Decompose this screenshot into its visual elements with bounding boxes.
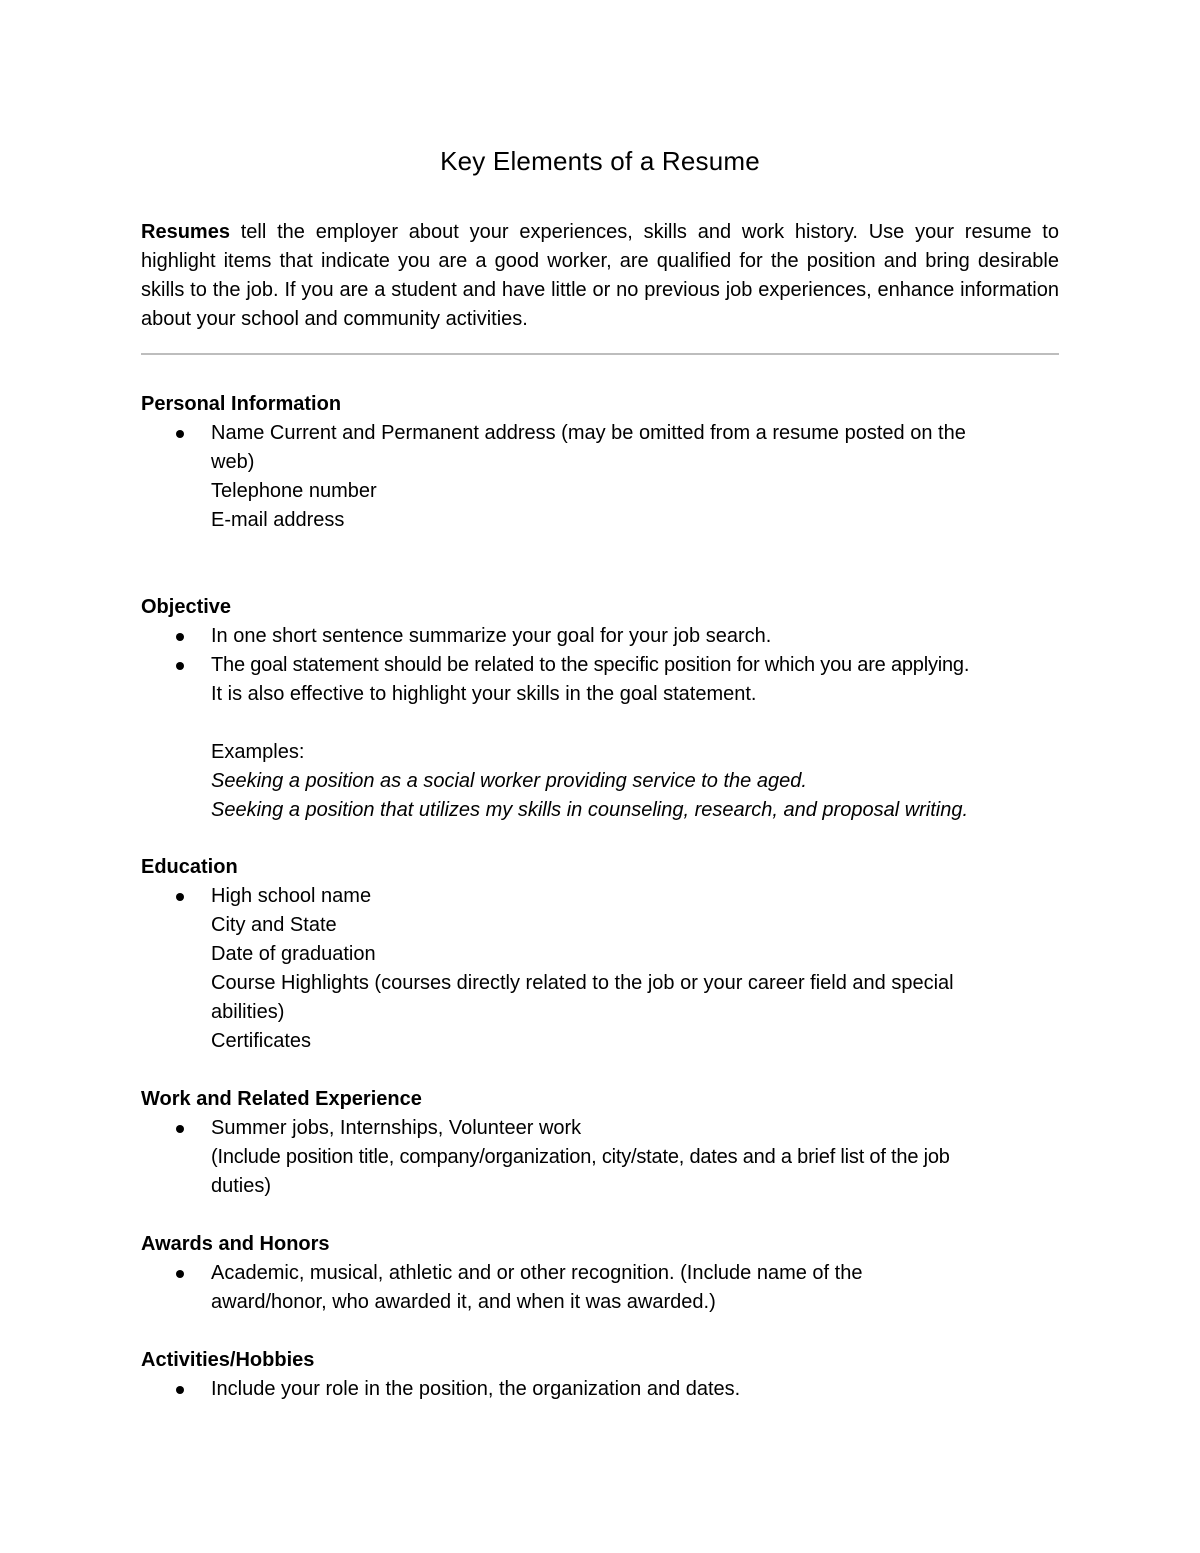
list-item-text: Course Highlights (courses directly related to the job or your career field and special [211, 972, 954, 994]
section-heading: Objective [141, 596, 232, 618]
section-heading: Education [141, 856, 238, 878]
examples-label: Examples: [211, 741, 305, 763]
section-awards-honors [141, 1230, 1059, 1317]
list-item-text: Summer jobs, Internships, Volunteer work [211, 1117, 582, 1139]
bullet-icon [176, 662, 184, 670]
example-text: Seeking a position as a social worker providing service to the aged. [211, 770, 807, 792]
bullet-icon [176, 893, 184, 901]
section-personal-information [141, 390, 1059, 535]
section-heading: Personal Information [141, 393, 342, 415]
list-item-text: It is also effective to highlight your skills in the goal statement. [211, 683, 757, 705]
list-item-text: Date of graduation [211, 943, 376, 965]
horizontal-divider [141, 353, 1059, 355]
list-item-text: Name Current and Permanent address (may be omitted from a resume posted on the [211, 422, 966, 444]
intro-bold-lead: Resumes [141, 221, 230, 243]
section-heading: Activities/Hobbies [141, 1349, 315, 1371]
list-item-text: Academic, musical, athletic and or other recognition. (Include name of the [211, 1262, 863, 1284]
bullet-icon [176, 1386, 184, 1394]
bullet-icon [176, 1270, 184, 1278]
list-item-text: (Include position title, company/organization, city/state, dates and a brief list of the job [211, 1146, 950, 1168]
list-item-text: Telephone number [211, 480, 377, 502]
intro-text: tell the employer about your experiences, skills and work history. Use your resume to highlight items that indicate you are a good worker, are qualified for the position and bring desirable skills to the job. If you are a student and have little or no previous job experiences, enhance information about your school and community activities. [141, 221, 1059, 330]
example-text: Seeking a position that utilizes my skills in counseling, research, and proposal writing. [211, 799, 969, 821]
section-work-experience [141, 1085, 1059, 1201]
list-item-text: City and State [211, 914, 337, 936]
list-item-text: High school name [211, 885, 372, 907]
bullet-icon [176, 1125, 184, 1133]
bullet-icon [176, 430, 184, 438]
list-item-text: web) [211, 451, 255, 473]
list-item [141, 1375, 1059, 1404]
bullet-icon [176, 633, 184, 641]
document-title: Key Elements of a Resume [440, 146, 760, 176]
list-item [141, 651, 1059, 825]
list-item-text: duties) [211, 1175, 272, 1197]
list-item-text: Include your role in the position, the organization and dates. [211, 1378, 741, 1400]
intro-paragraph [141, 218, 1059, 334]
list-item [141, 1114, 1059, 1201]
section-objective [141, 593, 1059, 825]
list-item [141, 419, 1059, 535]
list-item [141, 882, 1059, 1056]
section-heading: Awards and Honors [141, 1233, 330, 1255]
list-item-text: abilities) [211, 1001, 285, 1023]
list-item-text: The goal statement should be related to the specific position for which you are applying. [211, 654, 970, 676]
list-item-text: award/honor, who awarded it, and when it was awarded.) [211, 1291, 716, 1313]
section-activities-hobbies [141, 1346, 1059, 1404]
list-item-text: E-mail address [211, 509, 345, 531]
list-item [141, 1259, 1059, 1317]
list-item-text: In one short sentence summarize your goal for your job search. [211, 625, 772, 647]
section-education [141, 853, 1059, 1056]
list-item-text: Certificates [211, 1030, 312, 1052]
list-item [141, 622, 1059, 651]
section-heading: Work and Related Experience [141, 1088, 422, 1110]
